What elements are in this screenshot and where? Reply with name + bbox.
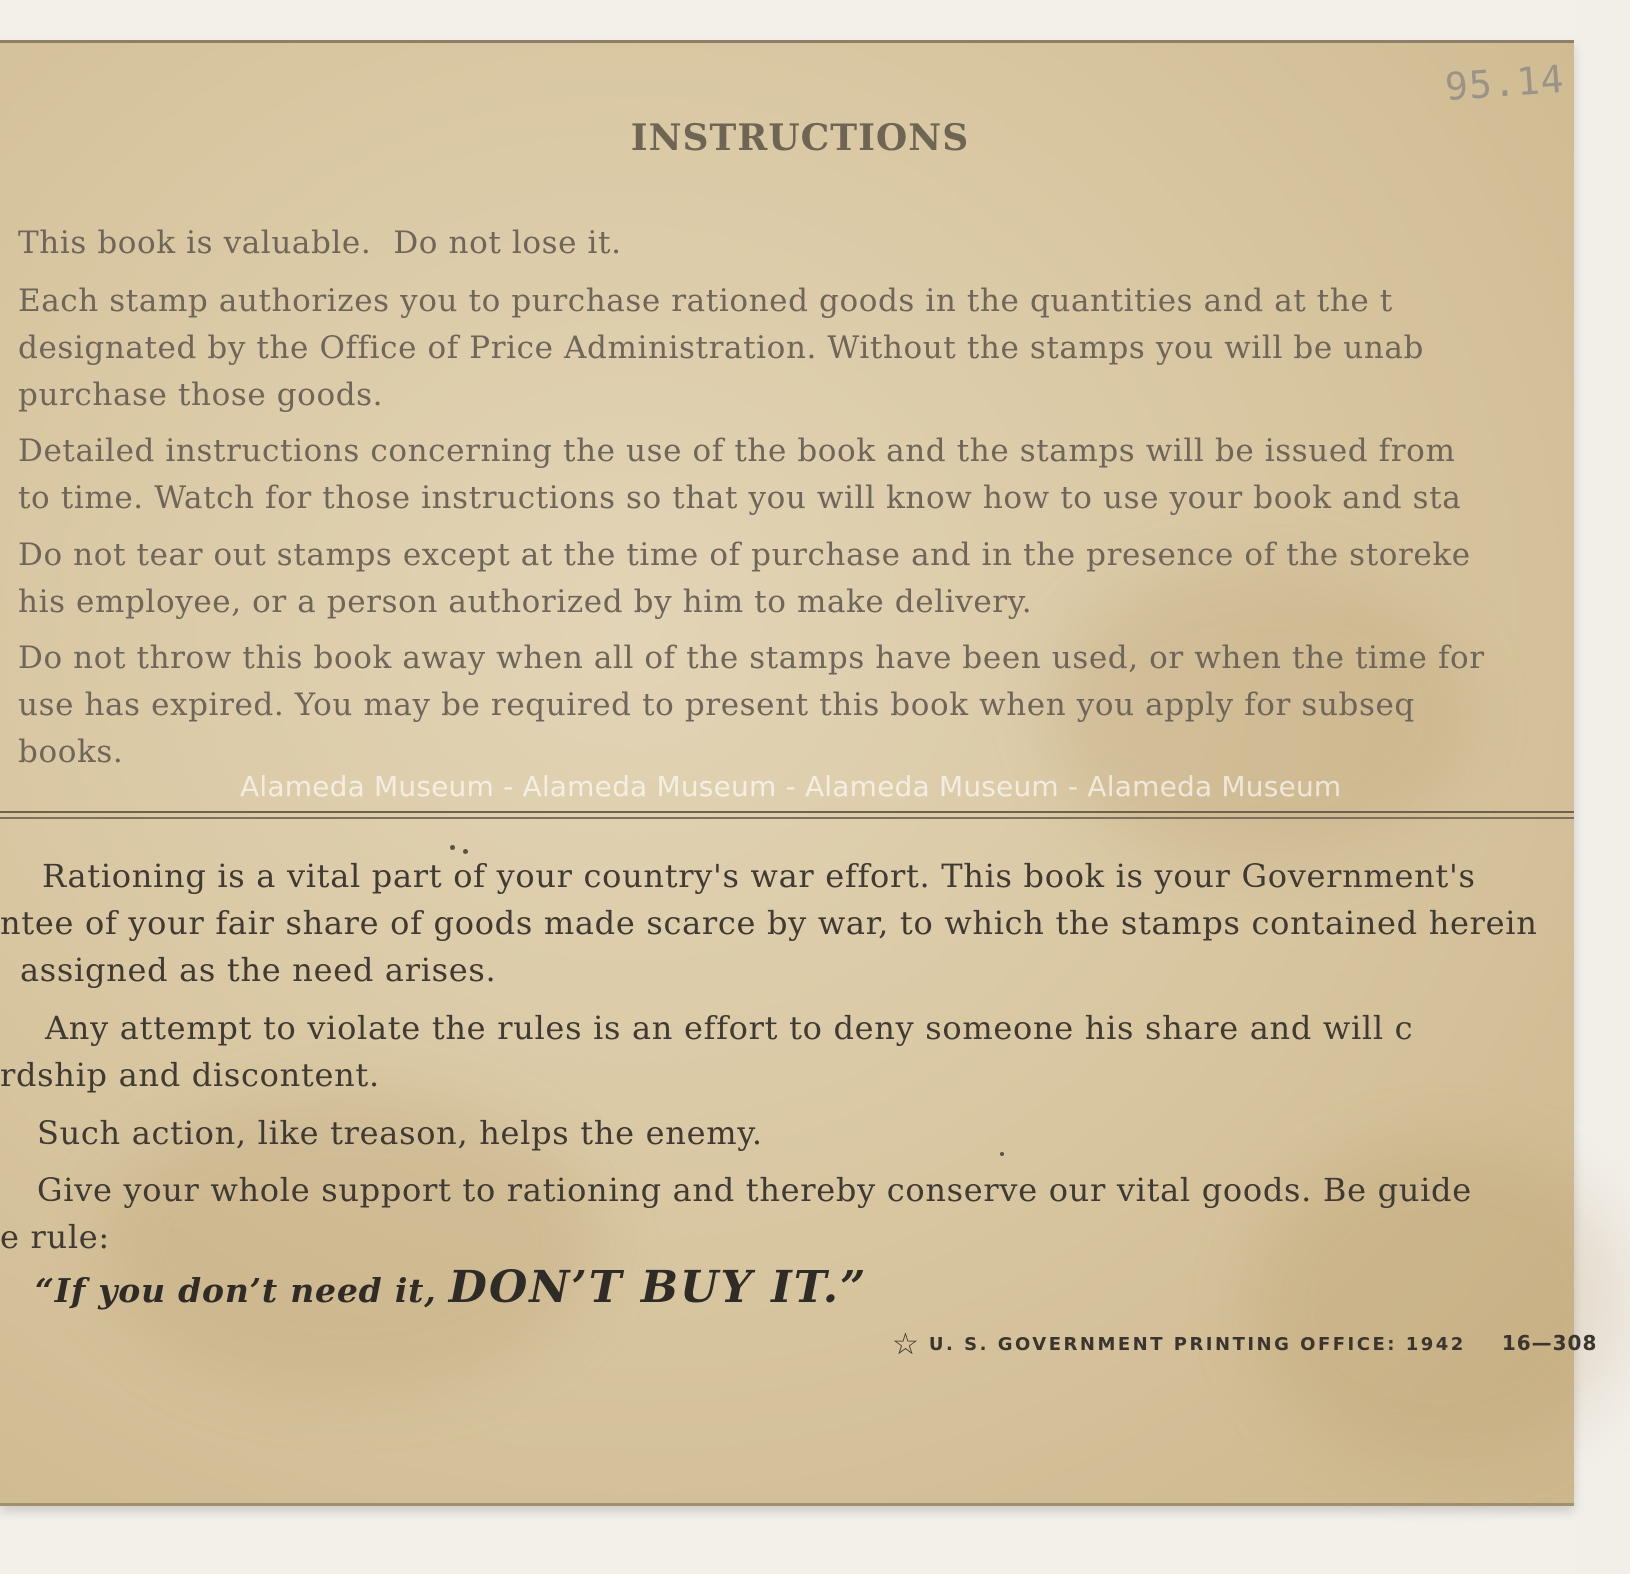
instruction-throw [18,635,1485,776]
star-icon: ☆ [892,1327,919,1362]
instruction-sentence: Do not lose it. [393,225,622,261]
ink-speck [463,849,468,854]
slogan-emphasis: DON’T BUY IT.” [448,1262,868,1313]
paragraph-line: ntee of your fair share of goods made scarce by war, to which the stamps contained herein [0,904,1538,942]
paragraph-line: Detailed instructions concerning the use of the book and the stamps will be issued from [18,433,1456,469]
ink-speck [450,845,455,850]
paragraph-line: use has expired. You may be required to present this book when you apply for subseq [18,687,1415,723]
paragraph-line: Each stamp authorizes you to purchase rationed goods in the quantities and at the t [18,283,1393,319]
paragraph-line: books. [18,734,124,770]
divider-rule [0,811,1574,813]
printer-office: U. S. GOVERNMENT PRINTING OFFICE: 1942 [928,1334,1466,1355]
paragraph-line: Do not throw this book away when all of the stamps have been used, or when the time for [18,640,1485,676]
paragraph-line: Any attempt to violate the rules is an effort to deny someone his share and will c [45,1009,1414,1047]
instruction-sentence: This book is valuable. [18,225,372,261]
ink-speck [1000,1152,1004,1156]
paragraph-line: assigned as the need arises. [20,951,497,989]
instruction-tear [18,532,1471,626]
notice-violate [0,1005,1413,1099]
divider-rule [0,817,1574,819]
instruction-detailed [18,428,1461,522]
slogan-lead: “If you don’t need it, [35,1271,437,1310]
paragraph-line: Do not tear out stamps except at the time of purchase and in the presence of the storeke [18,537,1471,573]
paragraph-line: Such action, like treason, helps the enemy. [37,1114,763,1152]
instruction-valuable [18,220,622,267]
paragraph-line: e rule: [0,1218,110,1256]
watermark: Alameda Museum - Alameda Museum - Alameda Museum - Alameda Museum [240,770,1342,803]
notice-such [0,1110,763,1157]
paragraph-line: Rationing is a vital part of your country's war effort. This book is your Government's [42,857,1476,895]
slogan [35,1262,867,1313]
notice-rationing [0,853,1538,994]
paragraph-line: rdship and discontent. [0,1056,380,1094]
paragraph-line: purchase those goods. [18,377,384,413]
page-title: INSTRUCTIONS [630,117,970,159]
paragraph-line: to time. Watch for those instructions so that you will know how to use your book and sta [18,480,1462,516]
paragraph-line: designated by the Office of Price Administration. Without the stamps you will be unab [18,330,1424,366]
printer-imprint [892,1327,1597,1362]
paragraph-line: Give your whole support to rationing and thereby conserve our vital goods. Be guide [37,1171,1472,1209]
paragraph-line: his employee, or a person authorized by him to make delivery. [18,584,1033,620]
catalog-number: 95.14 [1443,56,1566,110]
form-code: 16—308 [1501,1331,1598,1355]
notice-give [0,1167,1472,1261]
instruction-stamps [18,278,1424,419]
